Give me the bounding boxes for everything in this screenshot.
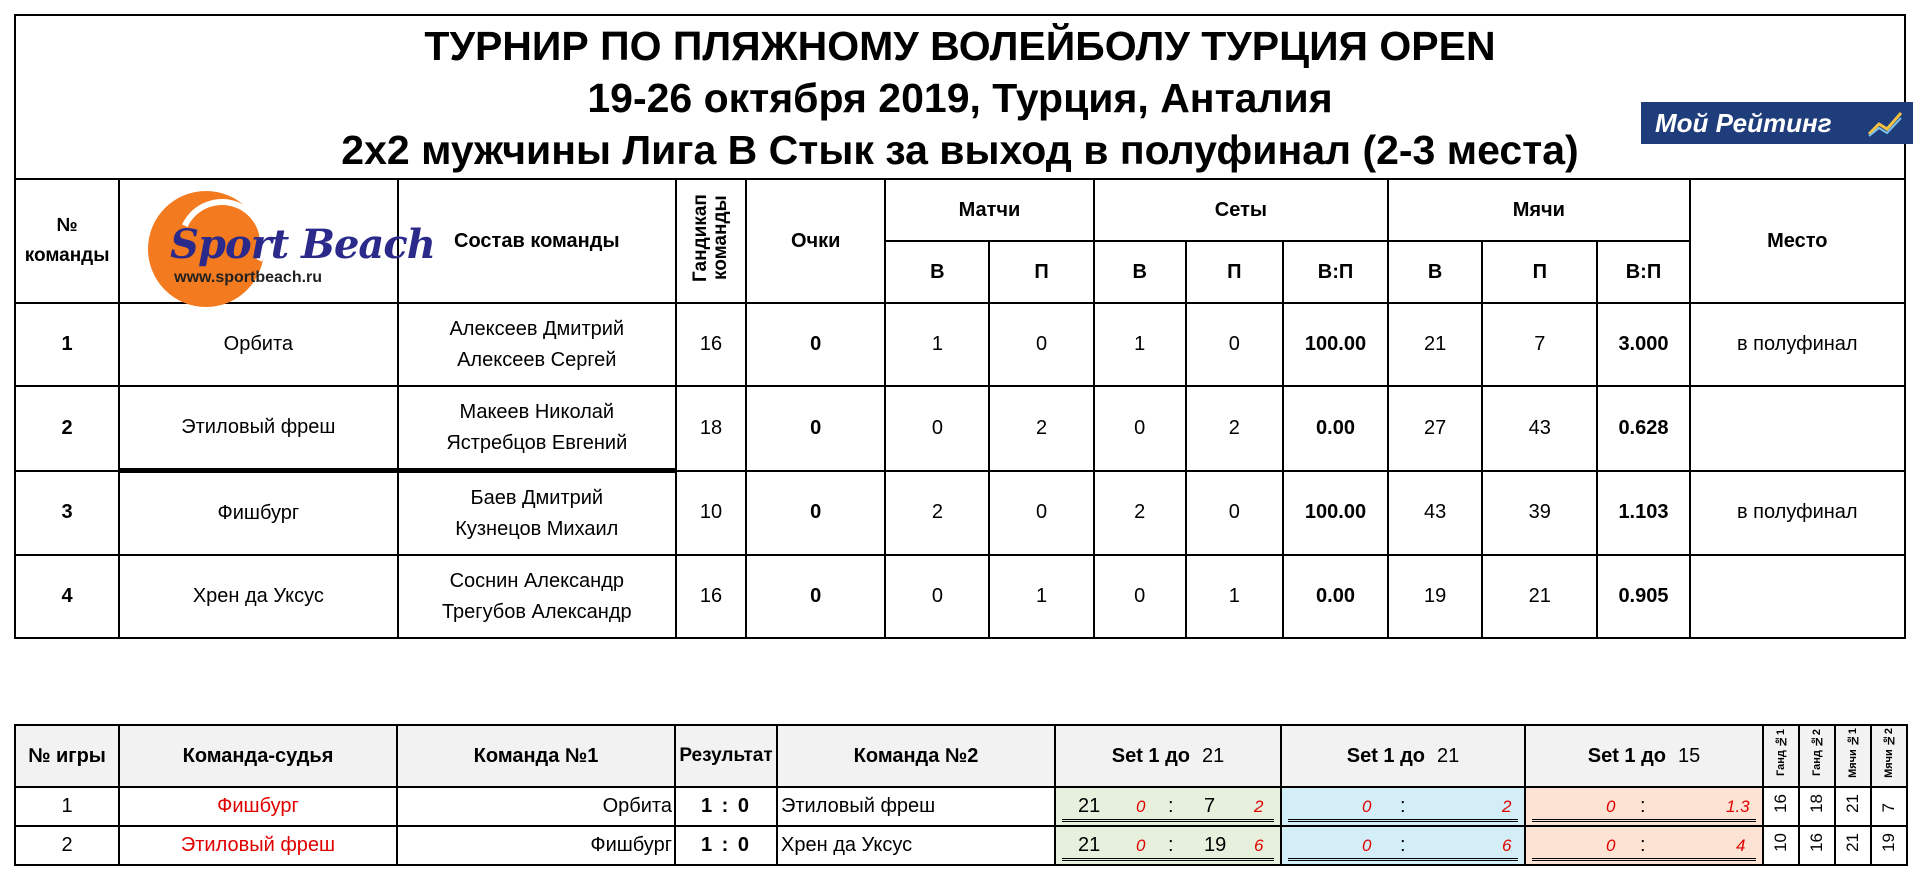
header-roster: Состав команды (398, 179, 676, 303)
balls-2: 7 (1871, 787, 1907, 826)
table-row (15, 555, 1905, 638)
title-line-2: 19-26 октября 2019, Турция, Анталия (587, 75, 1333, 121)
game-result: 1 : 0 (675, 787, 777, 826)
header-balls: Мячи (1388, 179, 1689, 241)
header-balls-won: В (1388, 241, 1482, 303)
points: 0 (746, 386, 885, 471)
tournament-header (14, 14, 1906, 178)
referee-team: Этиловый фреш (119, 826, 397, 865)
handicap-2: 16 (1799, 826, 1835, 865)
matches-won: 0 (885, 386, 989, 471)
header-handicap-1: Ганд №1 (1763, 725, 1799, 787)
handicap-1: 16 (1763, 787, 1799, 826)
moy-reyting-badge (1641, 102, 1913, 144)
referee-team: Фишбург (119, 787, 397, 826)
place (1690, 555, 1905, 638)
set-3-score: 0 : 4 (1525, 826, 1763, 865)
sets-won: 0 (1094, 386, 1186, 471)
header-sets-won: В (1094, 241, 1186, 303)
team-number: 1 (15, 303, 119, 386)
sets-lost: 2 (1186, 386, 1283, 471)
header-set-3: Set 1 до 15 (1525, 725, 1763, 787)
points: 0 (746, 555, 885, 638)
place: в полуфинал (1690, 471, 1905, 556)
team-roster: Соснин Александр Трегубов Александр (398, 555, 676, 638)
set-1-score: 21 0 : 7 2 (1055, 787, 1281, 826)
balls-won: 21 (1388, 303, 1482, 386)
header-set-1: Set 1 до 21 (1055, 725, 1281, 787)
balls-won: 19 (1388, 555, 1482, 638)
header-game-number: № игры (15, 725, 119, 787)
header-balls-2: Мячи №2 (1871, 725, 1907, 787)
sets-lost: 0 (1186, 303, 1283, 386)
header-balls-ratio: В:П (1597, 241, 1689, 303)
matches-won: 1 (885, 303, 989, 386)
sets-ratio: 100.00 (1283, 303, 1388, 386)
header-place: Место (1690, 179, 1905, 303)
team-roster: Макеев Николай Ястребцов Евгений (398, 386, 676, 471)
header-referee-team: Команда-судья (119, 725, 397, 787)
header-matches-lost: П (989, 241, 1093, 303)
logo-url: www.sportbeach.ru (174, 269, 323, 286)
place (1690, 386, 1905, 471)
standings-table (14, 178, 1906, 639)
team-name: Фишбург (119, 471, 397, 556)
sets-lost: 1 (1186, 555, 1283, 638)
header-handicap: Гандикап команды (676, 179, 746, 303)
header-matches: Матчи (885, 179, 1093, 241)
balls-ratio: 0.905 (1597, 555, 1689, 638)
team-number: 2 (15, 386, 119, 471)
team-roster: Алексеев Дмитрий Алексеев Сергей (398, 303, 676, 386)
balls-won: 27 (1388, 386, 1482, 471)
header-team-1: Команда №1 (397, 725, 675, 787)
team-2: Этиловый фреш (777, 787, 1055, 826)
team-name: Орбита (119, 303, 397, 386)
balls-won: 43 (1388, 471, 1482, 556)
matches-won: 0 (885, 555, 989, 638)
matches-lost: 1 (989, 555, 1093, 638)
balls-lost: 21 (1482, 555, 1597, 638)
matches-lost: 2 (989, 386, 1093, 471)
handicap-1: 10 (1763, 826, 1799, 865)
header-sets-lost: П (1186, 241, 1283, 303)
handicap: 16 (676, 555, 746, 638)
points: 0 (746, 471, 885, 556)
sets-ratio: 100.00 (1283, 471, 1388, 556)
table-row (15, 826, 1907, 865)
header-matches-won: В (885, 241, 989, 303)
balls-lost: 39 (1482, 471, 1597, 556)
title-line-1: ТУРНИР ПО ПЛЯЖНОМУ ВОЛЕЙБОЛУ ТУРЦИЯ OPEN (424, 23, 1496, 69)
header-team-2: Команда №2 (777, 725, 1055, 787)
table-row (15, 303, 1905, 386)
header-balls-1: Мячи №1 (1835, 725, 1871, 787)
game-result: 1 : 0 (675, 826, 777, 865)
header-sets: Сеты (1094, 179, 1388, 241)
sets-won: 2 (1094, 471, 1186, 556)
rating-chart-icon (1867, 108, 1905, 138)
sport-beach-logo (119, 179, 435, 303)
team-name: Этиловый фреш (119, 386, 397, 471)
balls-2: 19 (1871, 826, 1907, 865)
team-name: Хрен да Уксус (119, 555, 397, 638)
header-set-2: Set 1 до 21 (1281, 725, 1525, 787)
matches-won: 2 (885, 471, 989, 556)
handicap: 16 (676, 303, 746, 386)
handicap: 10 (676, 471, 746, 556)
games-table (14, 724, 1908, 866)
balls-ratio: 3.000 (1597, 303, 1689, 386)
sets-won: 0 (1094, 555, 1186, 638)
header-points: Очки (746, 179, 885, 303)
matches-lost: 0 (989, 303, 1093, 386)
sets-lost: 0 (1186, 471, 1283, 556)
balls-lost: 43 (1482, 386, 1597, 471)
header-team-number: № команды (15, 179, 119, 303)
place: в полуфинал (1690, 303, 1905, 386)
header-handicap-2: Ганд №2 (1799, 725, 1835, 787)
balls-1: 21 (1835, 787, 1871, 826)
sets-ratio: 0.00 (1283, 555, 1388, 638)
sets-ratio: 0.00 (1283, 386, 1388, 471)
team-1: Орбита (397, 787, 675, 826)
header-sets-ratio: В:П (1283, 241, 1388, 303)
team-number: 4 (15, 555, 119, 638)
sets-won: 1 (1094, 303, 1186, 386)
balls-1: 21 (1835, 826, 1871, 865)
table-row (15, 471, 1905, 556)
table-row (15, 386, 1905, 471)
balls-ratio: 0.628 (1597, 386, 1689, 471)
set-3-score: 0 : 1.3 (1525, 787, 1763, 826)
game-number: 2 (15, 826, 119, 865)
header-balls-lost: П (1482, 241, 1597, 303)
team-2: Хрен да Уксус (777, 826, 1055, 865)
team-1: Фишбург (397, 826, 675, 865)
header-result: Результат (675, 725, 777, 787)
table-row (15, 787, 1907, 826)
game-number: 1 (15, 787, 119, 826)
team-number: 3 (15, 471, 119, 556)
set-1-score: 21 0 : 19 6 (1055, 826, 1281, 865)
badge-text: Мой Рейтинг (1655, 108, 1832, 138)
title-line-3: 2х2 мужчины Лига В Стык за выход в полуфинал (2-3 места) (341, 127, 1579, 173)
logo-text: Sport Beach (170, 221, 435, 268)
points: 0 (746, 303, 885, 386)
balls-lost: 7 (1482, 303, 1597, 386)
set-2-score: 0 : 6 (1281, 826, 1525, 865)
handicap-2: 18 (1799, 787, 1835, 826)
handicap: 18 (676, 386, 746, 471)
balls-ratio: 1.103 (1597, 471, 1689, 556)
matches-lost: 0 (989, 471, 1093, 556)
set-2-score: 0 : 2 (1281, 787, 1525, 826)
team-roster: Баев Дмитрий Кузнецов Михаил (398, 471, 676, 556)
